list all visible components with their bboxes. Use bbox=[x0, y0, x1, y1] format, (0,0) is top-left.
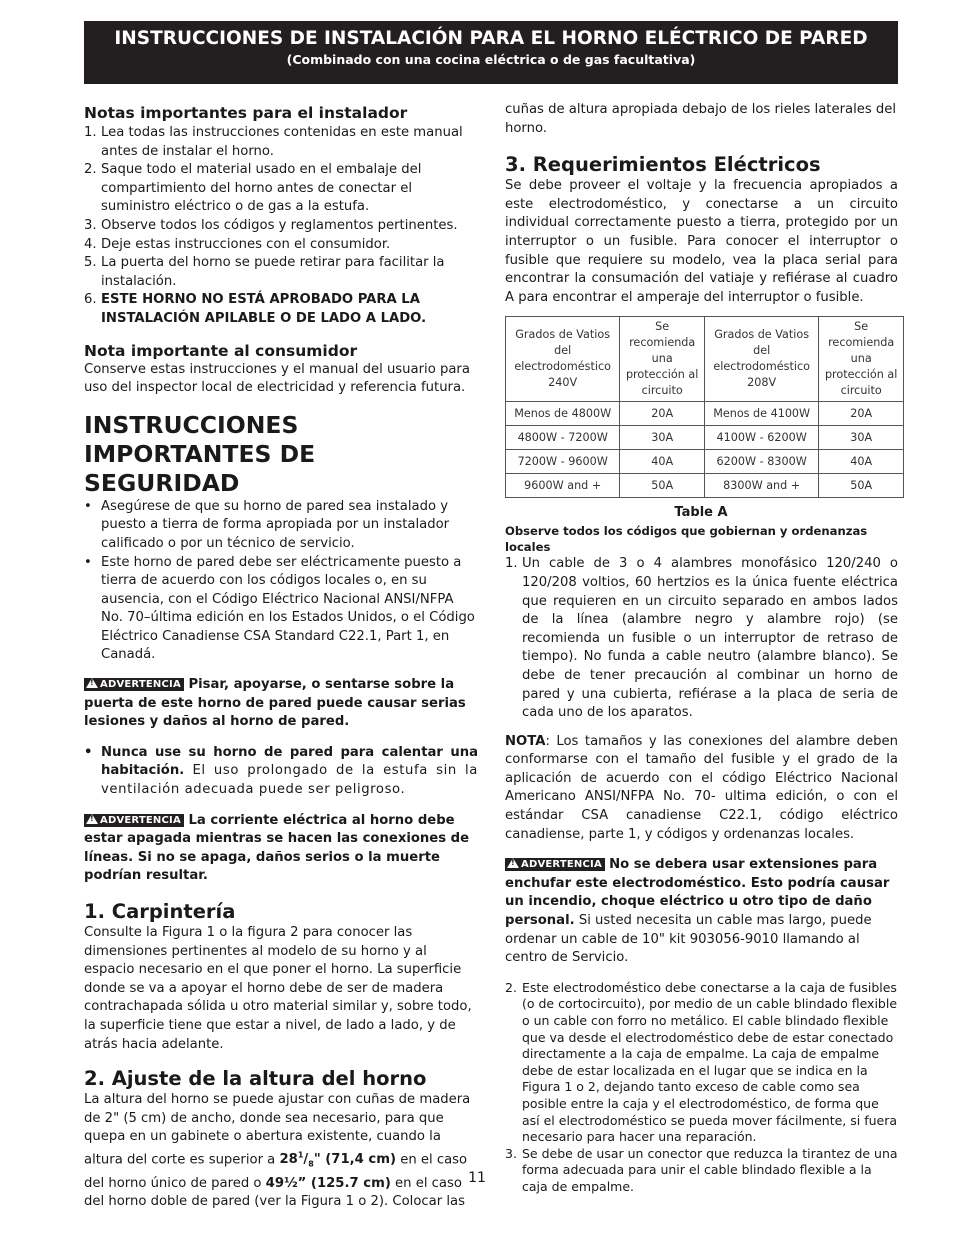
codes-heading: Observe todos los códigos que gobiernan y ordenanzas locales bbox=[505, 524, 868, 555]
safety-heading-line1: INSTRUCCIONES bbox=[84, 410, 299, 439]
table-cell: 20A bbox=[620, 402, 705, 426]
table-header-cell: Grados de Vatios del electrodoméstico 240V bbox=[506, 317, 620, 402]
safety-bullet-heating bbox=[84, 744, 478, 800]
list-item: 1. Un cable de 3 o 4 alambres monofásico 120/240 o 120/208 voltios, 60 hertzios es la única fuente eléctrica que requieren en un circuito separado en ambos lados de la línea (alambre negro y alambre rojo) (se recomienda un fusible o un interruptor de retraso de tiempo). No funda a cable neutro (alambre blanco). Se debe de tener precaución al combinar un horno de pared y una cubierta, refiérase a la placa de seria de cada uno de los aparatos. bbox=[505, 556, 898, 721]
page-subtitle: (Combinado con una cocina eléctrica o de gas facultativa) bbox=[286, 52, 696, 67]
right-column bbox=[505, 100, 898, 1196]
table-caption: Table A bbox=[674, 505, 728, 521]
electrical-heading: 3. Requerimientos Eléctricos bbox=[505, 153, 821, 177]
list-item: • Asegúrese de que su horno de pared sea instalado y puesto a tierra de forma apropiada por un instalador calificado o por un técnico de servicio. bbox=[84, 498, 450, 551]
list-item: 1. Lea todas las instrucciones contenidas en este manual antes de instalar el horno. bbox=[84, 125, 463, 159]
list-item: • Este horno de pared debe ser eléctricamente puesto a tierra de acuerdo con los códigos locales o, en su ausencia, con el Código Eléctrico Nacional ANSI/NFPA No. 70–última edición en los Estados Unidos, o el Código Eléctrico Canadiense CSA Standard C22.1, Part 1, en Canadá. bbox=[84, 554, 475, 663]
safety-heading-line2: IMPORTANTES DE SEGURIDAD bbox=[84, 439, 316, 497]
warning-extension-cord: !ADVERTENCIA No se debera usar extensiones para enchufar este electrodoméstico. Esto podría causar un incendio, choque eléctrico u otro tipo de daño personal. Si usted necesita un cable mas largo, puede ordenar un cable de 10" kit 903056-9010 llamando al centro de Servicio. bbox=[505, 856, 898, 968]
list-item: 2. Saque todo el material usado en el embalaje del compartimiento del horno antes de conectar el suministro eléctrico o de gas a la estufa. bbox=[84, 162, 422, 215]
table-cell: 7200W - 9600W bbox=[506, 450, 620, 474]
installer-notes-list bbox=[84, 124, 478, 329]
warning-power-off: !ADVERTENCIA La corriente eléctrica al horno debe estar apagada mientras se hacen las conexiones de líneas. Si no se apaga, daños serios o la muerte podrían resultar. bbox=[84, 812, 478, 886]
page-title: INSTRUCCIONES DE INSTALACIÓN PARA EL HORNO ELÉCTRICO DE PARED bbox=[114, 28, 868, 49]
safety-bullets bbox=[84, 498, 478, 665]
table-row bbox=[506, 474, 904, 498]
installer-notes-heading: Notas importantes para el instalador bbox=[84, 104, 408, 122]
table-header-cell: Se recomienda una protección al circuito bbox=[819, 317, 904, 402]
list-item: 6. ESTE HORNO NO ESTÁ APROBADO PARA LA INSTALACIÓN APILABLE O DE LADO A LADO. bbox=[84, 292, 427, 326]
warning-badge: !ADVERTENCIA bbox=[84, 814, 184, 827]
table-cell: 50A bbox=[620, 474, 705, 498]
height-text: La altura del horno se puede ajustar con cuñas de madera de 2" (5 cm) de ancho, donde sea necesario, para que quepa en un gabinete o abertura existente, cuando la altura del corte es superior a $28^1/_8$" (71,4 cm) en el caso del horno único de pared o 49½” (125.7 cm) en el caso del horno doble de pared (ver la Figura 1 o 2). Colocar las bbox=[84, 1092, 471, 1210]
table-cell: 6200W - 8300W bbox=[704, 450, 818, 474]
table-cell: 8300W and + bbox=[704, 474, 818, 498]
table-cell: 4800W - 7200W bbox=[506, 426, 620, 450]
list-item: 4. Deje estas instrucciones con el consumidor. bbox=[84, 236, 391, 252]
left-column bbox=[84, 100, 478, 1212]
table-cell: 40A bbox=[819, 450, 904, 474]
list-item: • Nunca use su horno de pared para calentar una habitación. El uso prolongado de la estufa sin la ventilación adecuada puede ser peligroso. bbox=[84, 744, 478, 798]
carpentry-heading: 1. Carpintería bbox=[84, 900, 236, 923]
table-row bbox=[506, 426, 904, 450]
page-number: 11 bbox=[468, 1170, 486, 1186]
table-cell: 30A bbox=[819, 426, 904, 450]
table-cell: Menos de 4800W bbox=[506, 402, 620, 426]
table-cell: 20A bbox=[819, 402, 904, 426]
electrical-text: Se debe proveer el voltaje y la frecuencia apropiados a este electrodoméstico, y conectarse a un circuito individual correctamente puesto a tierra, protegido por un interruptor o un fusible. Para conocer el interruptor o fusible que requiere su modelo, vea la placa serial para encontrar la consumación del vatiaje y refiérase al cuadro A para encontrar el amperaje del interruptor o fusible. bbox=[505, 178, 898, 305]
list-item: 3. Observe todos los códigos y reglamentos pertinentes. bbox=[84, 217, 458, 233]
table-cell: 9600W and + bbox=[506, 474, 620, 498]
nota-paragraph: NOTA: Los tamaños y las conexiones del alambre deben conformarse con el tamaño del fusible y el grado de la aplicación de acuerdo con el código Eléctrico Nacional Americano ANSI/NFPA No. 70- ultima edición, o con el estándar CSA canadiense C22.1, código eléctrico canadiense, parte 1, y códigos y ordenanzas locales. bbox=[505, 733, 898, 842]
list-item: 3. Se debe de usar un conector que reduzca la tirantez de una forma adecuada para unir el cable blindado flexible a la caja de empalme. bbox=[505, 1145, 898, 1194]
warning-triangle-icon bbox=[86, 814, 98, 824]
table-cell: 4100W - 6200W bbox=[704, 426, 818, 450]
consumer-note-text: Conserve estas instrucciones y el manual del usuario para uso del inspector local de electricidad y referencia futura. bbox=[84, 361, 470, 396]
amperage-table bbox=[505, 316, 904, 498]
page-header-banner bbox=[84, 21, 898, 84]
codes-list-1 bbox=[505, 555, 898, 722]
table-row bbox=[506, 450, 904, 474]
list-item: 5. La puerta del horno se puede retirar para facilitar la instalación. bbox=[84, 255, 445, 289]
table-row bbox=[506, 402, 904, 426]
warning-badge: !ADVERTENCIA bbox=[505, 858, 605, 871]
warning-step-on-door: !ADVERTENCIA Pisar, apoyarse, o sentarse sobre la puerta de este horno de pared puede causar serias lesiones y daños al horno de pared. bbox=[84, 676, 478, 732]
warning-triangle-icon bbox=[507, 858, 519, 868]
table-header-cell: Grados de Vatios del electrodoméstico 208V bbox=[704, 317, 818, 402]
warning-badge: !ADVERTENCIA bbox=[84, 678, 184, 691]
codes-list-2 bbox=[505, 980, 898, 1196]
table-header-cell: Se recomienda una protección al circuito bbox=[620, 317, 705, 402]
table-cell: 30A bbox=[620, 426, 705, 450]
table-cell: Menos de 4100W bbox=[704, 402, 818, 426]
height-text-continued: cuñas de altura apropiada debajo de los rieles laterales del horno. bbox=[505, 102, 897, 136]
table-cell: 40A bbox=[620, 450, 705, 474]
carpentry-text: Consulte la Figura 1 o la figura 2 para conocer las dimensiones pertinentes al modelo de su horno y al espacio necesario en el que poner el horno. La superficie donde se va a apoyar el horno debe de ser de madera contrachapada sólida u otro material similar y, sobre todo, la superficie tiene que estar a nivel, de lado a lado, y de atrás hacia adelante. bbox=[84, 925, 472, 1052]
table-cell: 50A bbox=[819, 474, 904, 498]
warning-triangle-icon bbox=[86, 678, 98, 688]
list-item: 2. Este electrodoméstico debe conectarse a la caja de fusibles (o de cortocircuito), por medio de un cable blindado flexible o un cable con forro no metálico. El cable blindado flexible que va desde el electrodoméstico debe de estar conectado directamente a la caja de empalme. La caja de empalme debe de estar localizada en el lugar que se indica en la Figura 1 o 2, dejando tanto exceso de cable como sea posible entre la caja y el electrodoméstico, de forma que así el electrodoméstico se pueda mover fácilmente, si fuera necesario para hacer una reparación. bbox=[505, 979, 898, 1145]
consumer-note-heading: Nota importante al consumidor bbox=[84, 341, 358, 360]
height-heading: 2. Ajuste de la altura del horno bbox=[84, 1067, 427, 1091]
